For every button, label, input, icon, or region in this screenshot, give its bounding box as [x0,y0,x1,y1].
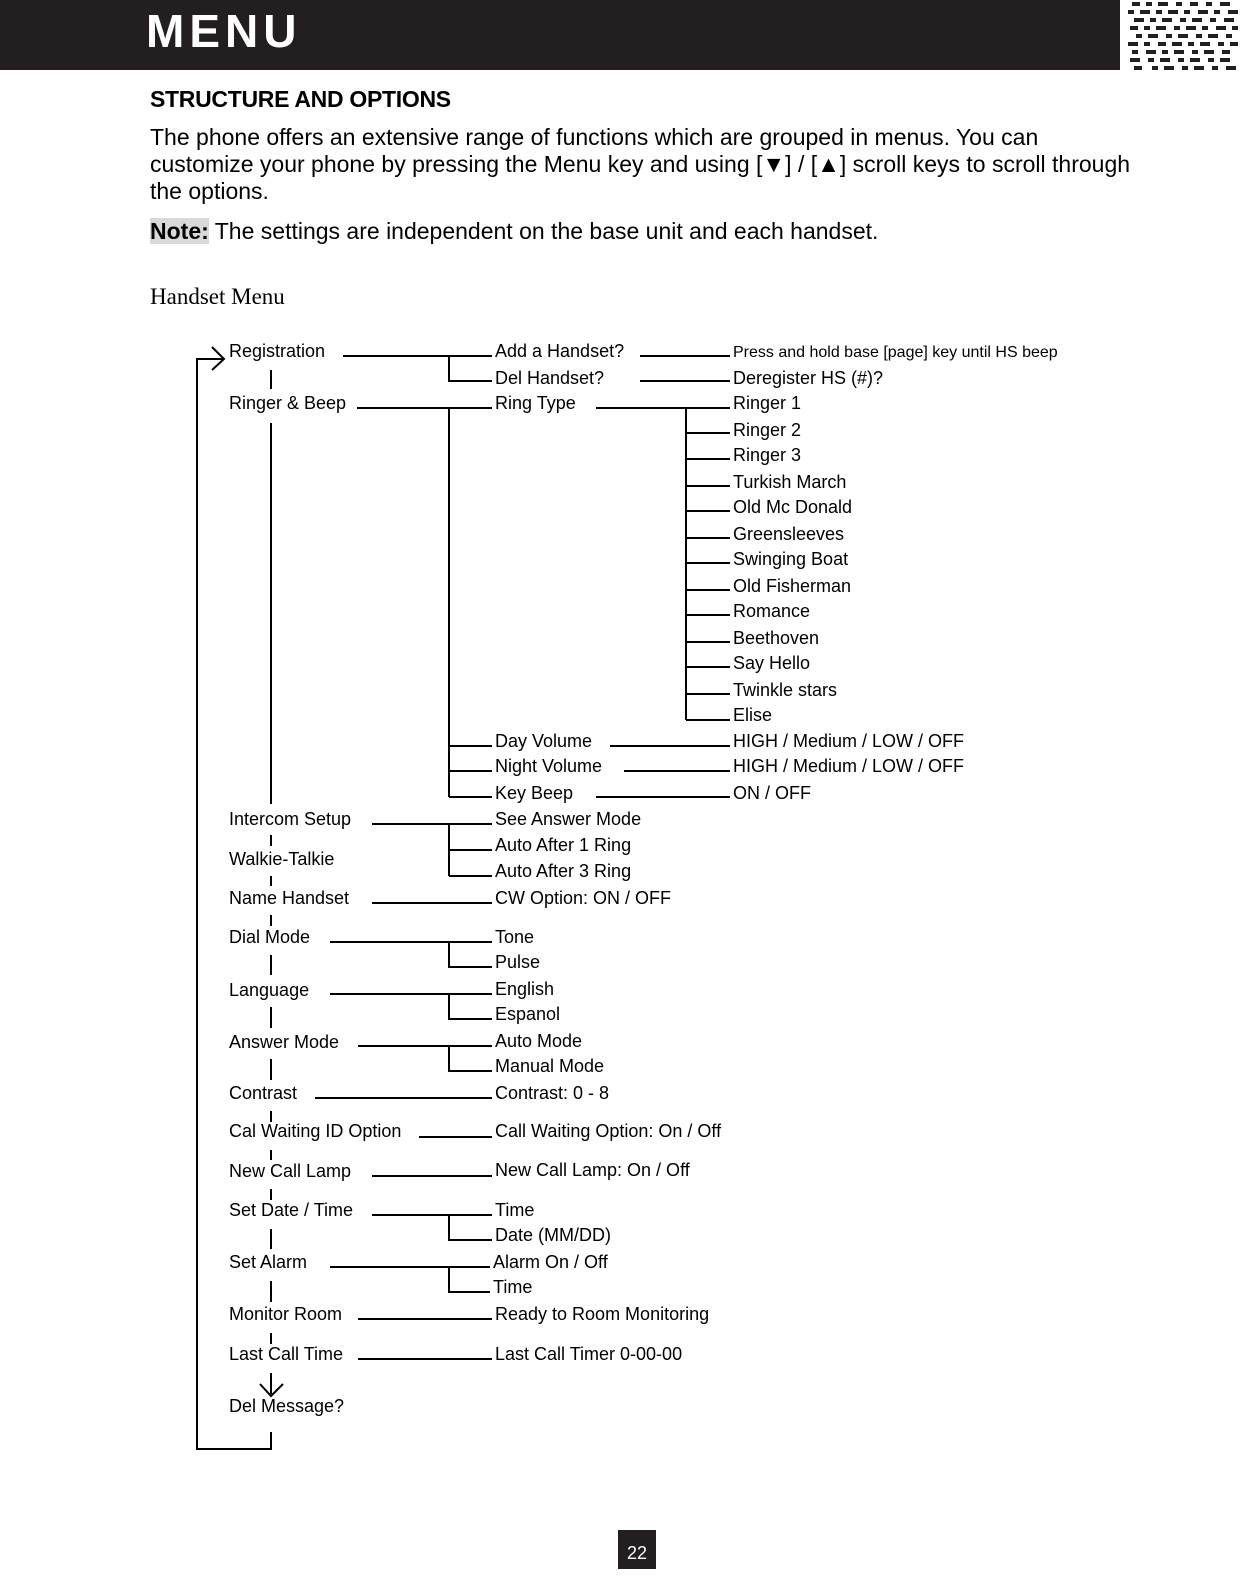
handset-menu-title: Handset Menu [150,284,285,309]
main-item-intercom-setup: Intercom Setup [229,809,352,829]
sub-item: Night Volume [495,756,603,776]
sub-item: English [495,979,555,999]
main-item-del-message: Del Message? [229,1396,345,1416]
main-item-contrast: Contrast [229,1083,298,1103]
intro-paragraph: The phone offers an extensive range of functions which are grouped in menus. You can customize your phone by pressing the Menu key and using [▼] / [▲] scroll keys to scroll through the options. [150,124,1131,204]
ringer-item: Turkish March [733,472,847,492]
sub-item: CW Option: ON / OFF [495,888,672,908]
main-item-monitor-room: Monitor Room [229,1304,343,1324]
main-item-answer-mode: Answer Mode [229,1032,340,1052]
sub-item: New Call Lamp: On / Off [495,1160,690,1180]
main-item-set-alarm: Set Alarm [229,1252,308,1272]
ringer-item: Ringer 3 [733,445,802,465]
ringer-item: Elise [733,705,773,725]
ringer-item: Greensleeves [733,524,845,544]
main-item-language: Language [229,980,310,1000]
sub-item: Last Call Timer 0-00-00 [495,1344,683,1364]
sub-item: See Answer Mode [495,809,642,829]
main-item-ringer-beep: Ringer & Beep [229,393,347,413]
ringer-item: Say Hello [733,653,811,673]
sub-item: Ring Type [495,393,576,413]
main-item-dial-mode: Dial Mode [229,927,311,947]
ringer-item: Old Mc Donald [733,497,853,517]
main-item-last-call-time: Last Call Time [229,1344,344,1364]
sub-item: Time [493,1277,533,1297]
main-item-registration: Registration [229,341,326,361]
option-item: HIGH / Medium / LOW / OFF [733,756,965,776]
section-heading: STRUCTURE AND OPTIONS [150,86,451,112]
sub-item: Call Waiting Option: On / Off [495,1121,722,1141]
sub-item: Date (MM/DD) [495,1225,611,1245]
ringer-item: Romance [733,601,811,621]
ringer-item: Swinging Boat [733,549,849,569]
ringer-item: Beethoven [733,628,820,648]
sub-item: Alarm On / Off [493,1252,608,1272]
sub-item: Ready to Room Monitoring [495,1304,710,1324]
main-item-call-waiting-id: Cal Waiting ID Option [229,1121,402,1141]
sub-item: Add a Handset? [495,341,625,361]
header-title: MENU [146,5,302,57]
option-item: ON / OFF [733,783,811,803]
sub-item: Manual Mode [495,1056,605,1076]
page-number: 22 [618,1530,656,1569]
main-item-name-handset: Name Handset [229,888,350,908]
note-text: The settings are independent on the base unit and each handset. [208,218,879,244]
sub-item: Key Beep [495,783,574,803]
main-item-walkie-talkie: Walkie-Talkie [229,849,335,869]
option-item: Deregister HS (#)? [733,368,884,388]
ringer-item: Old Fisherman [733,576,852,596]
sub-item: Espanol [495,1004,561,1024]
option-item: Press and hold base [page] key until HS beep [733,344,1058,361]
sub-item: Pulse [495,952,541,972]
main-item-set-date-time: Set Date / Time [229,1200,354,1220]
sub-item: Time [495,1200,535,1220]
ringer-item: Ringer 2 [733,420,802,440]
ringer-item: Twinkle stars [733,680,838,700]
sub-item: Auto After 3 Ring [495,861,632,881]
sub-item: Auto After 1 Ring [495,835,632,855]
note-label: Note: [150,218,209,244]
ringer-item: Ringer 1 [733,393,802,413]
main-item-new-call-lamp: New Call Lamp [229,1161,352,1181]
sub-item: Day Volume [495,731,593,751]
option-item: HIGH / Medium / LOW / OFF [733,731,965,751]
sub-item: Tone [495,927,535,947]
sub-item: Auto Mode [495,1031,583,1051]
sub-item: Contrast: 0 - 8 [495,1083,610,1103]
sub-item: Del Handset? [495,368,605,388]
